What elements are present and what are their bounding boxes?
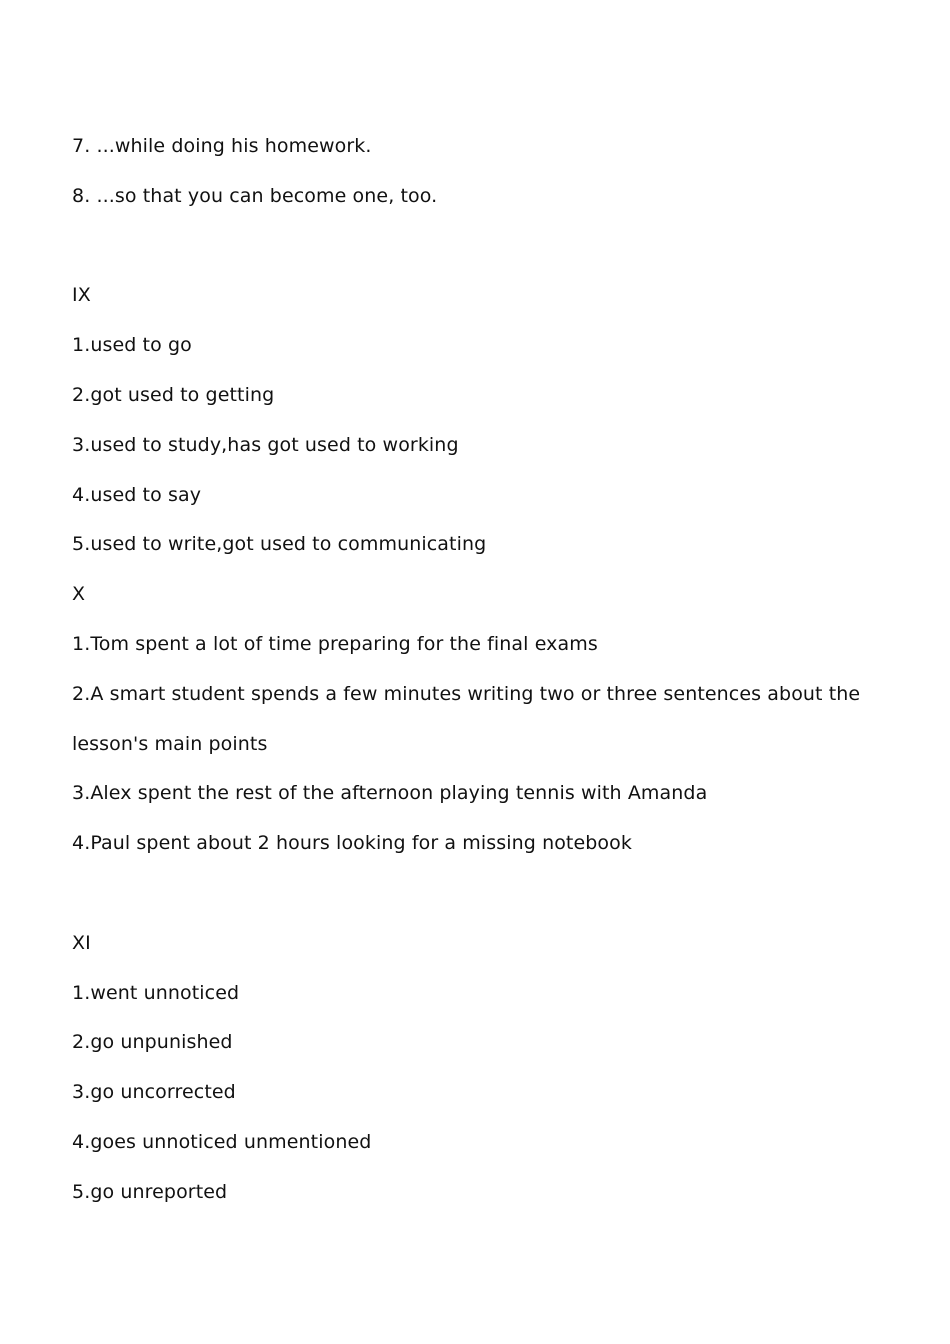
answer-line: 3.used to study,has got used to working (72, 433, 459, 456)
answer-line: 7. ...while doing his homework. (72, 135, 372, 157)
section-heading-ix: IX (72, 284, 91, 307)
answer-line: 1.Tom spent a lot of time preparing for the final exams (72, 632, 598, 655)
answer-line: 4.goes unnoticed unmentioned (72, 1130, 372, 1153)
answer-line: 2.go unpunished (72, 1031, 233, 1054)
document-page (72, 122, 872, 1218)
answer-line: 8. ...so that you can become one, too. (72, 184, 438, 207)
answer-line: 3.Alex spent the rest of the afternoon playing tennis with Amanda (72, 782, 708, 805)
answer-line: 1.used to go (72, 334, 192, 357)
answer-line: 5.go unreported (72, 1180, 228, 1203)
spacer (72, 222, 872, 272)
answer-line: 3.go uncorrected (72, 1081, 236, 1104)
answer-line: 5.used to write,got used to communicating (72, 533, 487, 556)
answer-line: 1.went unnoticed (72, 981, 240, 1004)
answer-line: 4.used to say (72, 483, 202, 506)
answer-line: 2.A smart student spends a few minutes writing two or three sentences about the lesson's main points (72, 682, 861, 755)
answer-line: 2.got used to getting (72, 383, 275, 406)
answer-line: 4.Paul spent about 2 hours looking for a missing notebook (72, 832, 632, 855)
section-heading-xi: XI (72, 931, 91, 954)
spacer (72, 869, 872, 919)
section-heading-x: X (72, 583, 86, 606)
